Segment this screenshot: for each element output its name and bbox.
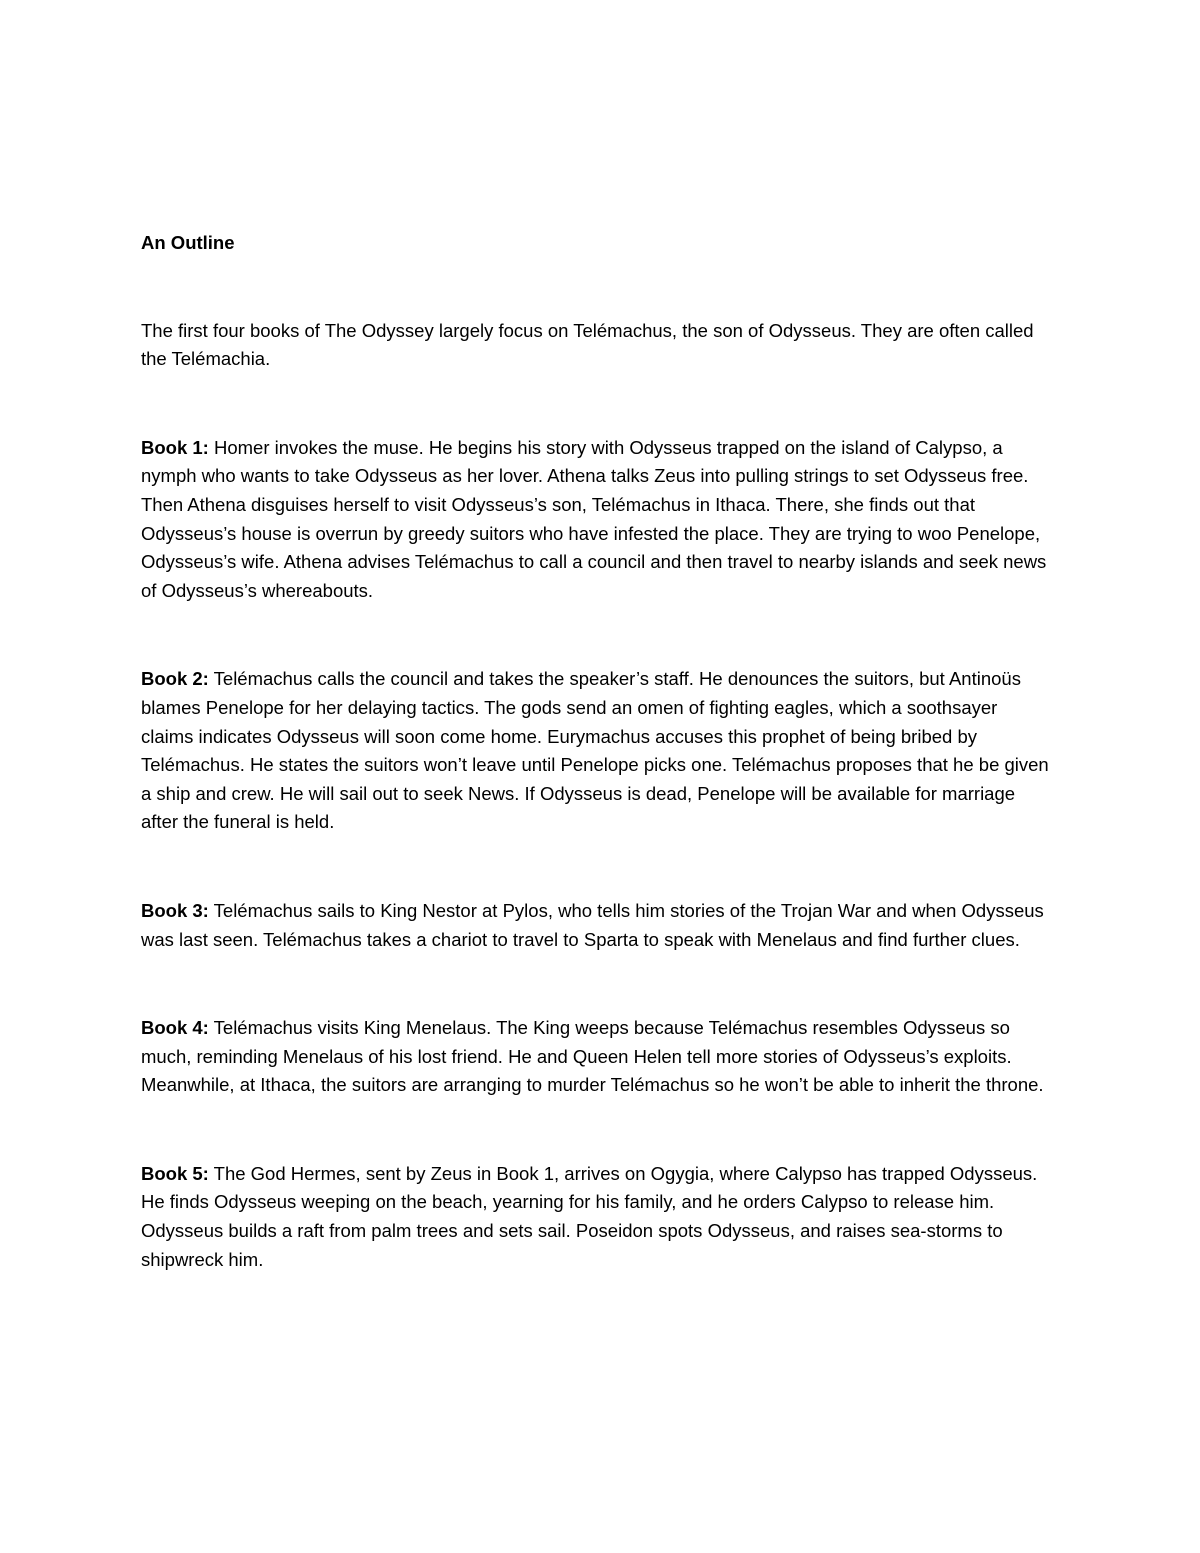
book-2-label: Book 2:	[141, 668, 209, 690]
intro-paragraph: The first four books of The Odyssey largely focus on Telémachus, the son of Odysseus. They are often called the Telémachia.	[141, 319, 1034, 370]
document-body	[141, 229, 1053, 1274]
book-5-label: Book 5:	[141, 1162, 209, 1184]
book-1-paragraph	[141, 434, 1053, 606]
book-3-paragraph	[141, 897, 1053, 954]
document-title: An Outline	[141, 232, 235, 253]
book-5-paragraph	[141, 1160, 1053, 1274]
book-5-text: The God Hermes, sent by Zeus in Book 1, arrives on Ogygia, where Calypso has trapped Odysseus. He finds Odysseus weeping on the beach, yearning for his family, and he orders Calypso to release him. Odysseus builds a raft from palm trees and sets sail. Poseidon spots Odysseus, and raises sea-storms to shipwreck him.	[141, 1162, 1038, 1270]
book-4-text: Telémachus visits King Menelaus. The King weeps because Telémachus resembles Odysseus so much, reminding Menelaus of his lost friend. He and Queen Helen tell more stories of Odysseus’s exploits. Meanwhile, at Ithaca, the suitors are arranging to murder Telémachus so he won’t be able to inherit the throne.	[141, 1017, 1044, 1096]
book-3-text: Telémachus sails to King Nestor at Pylos, who tells him stories of the Trojan War and when Odysseus was last seen. Telémachus takes a chariot to travel to Sparta to speak with Menelaus and find further clues.	[141, 899, 1044, 950]
book-2-paragraph	[141, 665, 1053, 837]
book-4-paragraph	[141, 1014, 1053, 1100]
book-3-label: Book 3:	[141, 899, 209, 921]
book-2-text: Telémachus calls the council and takes the speaker’s staff. He denounces the suitors, but Antinoüs blames Penelope for her delaying tactics. The gods send an omen of fighting eagles, which a soothsayer claims indicates Odysseus will soon come home. Eurymachus accuses this prophet of being bribed by Telémachus. He states the suitors won’t leave until Penelope picks one. Telémachus proposes that he be given a ship and crew. He will sail out to seek News. If Odysseus is dead, Penelope will be available for marriage after the funeral is held.	[141, 668, 1049, 833]
book-1-label: Book 1:	[141, 436, 209, 458]
book-1-text: Homer invokes the muse. He begins his story with Odysseus trapped on the island of Calypso, a nymph who wants to take Odysseus as her lover. Athena talks Zeus into pulling strings to set Odysseus free. Then Athena disguises herself to visit Odysseus’s son, Telémachus in Ithaca. There, she finds out that Odysseus’s house is overrun by greedy suitors who have infested the place. They are trying to woo Penelope, Odysseus’s wife. Athena advises Telémachus to call a council and then travel to nearby islands and seek news of Odysseus’s whereabouts.	[141, 436, 1047, 601]
book-4-label: Book 4:	[141, 1017, 209, 1039]
